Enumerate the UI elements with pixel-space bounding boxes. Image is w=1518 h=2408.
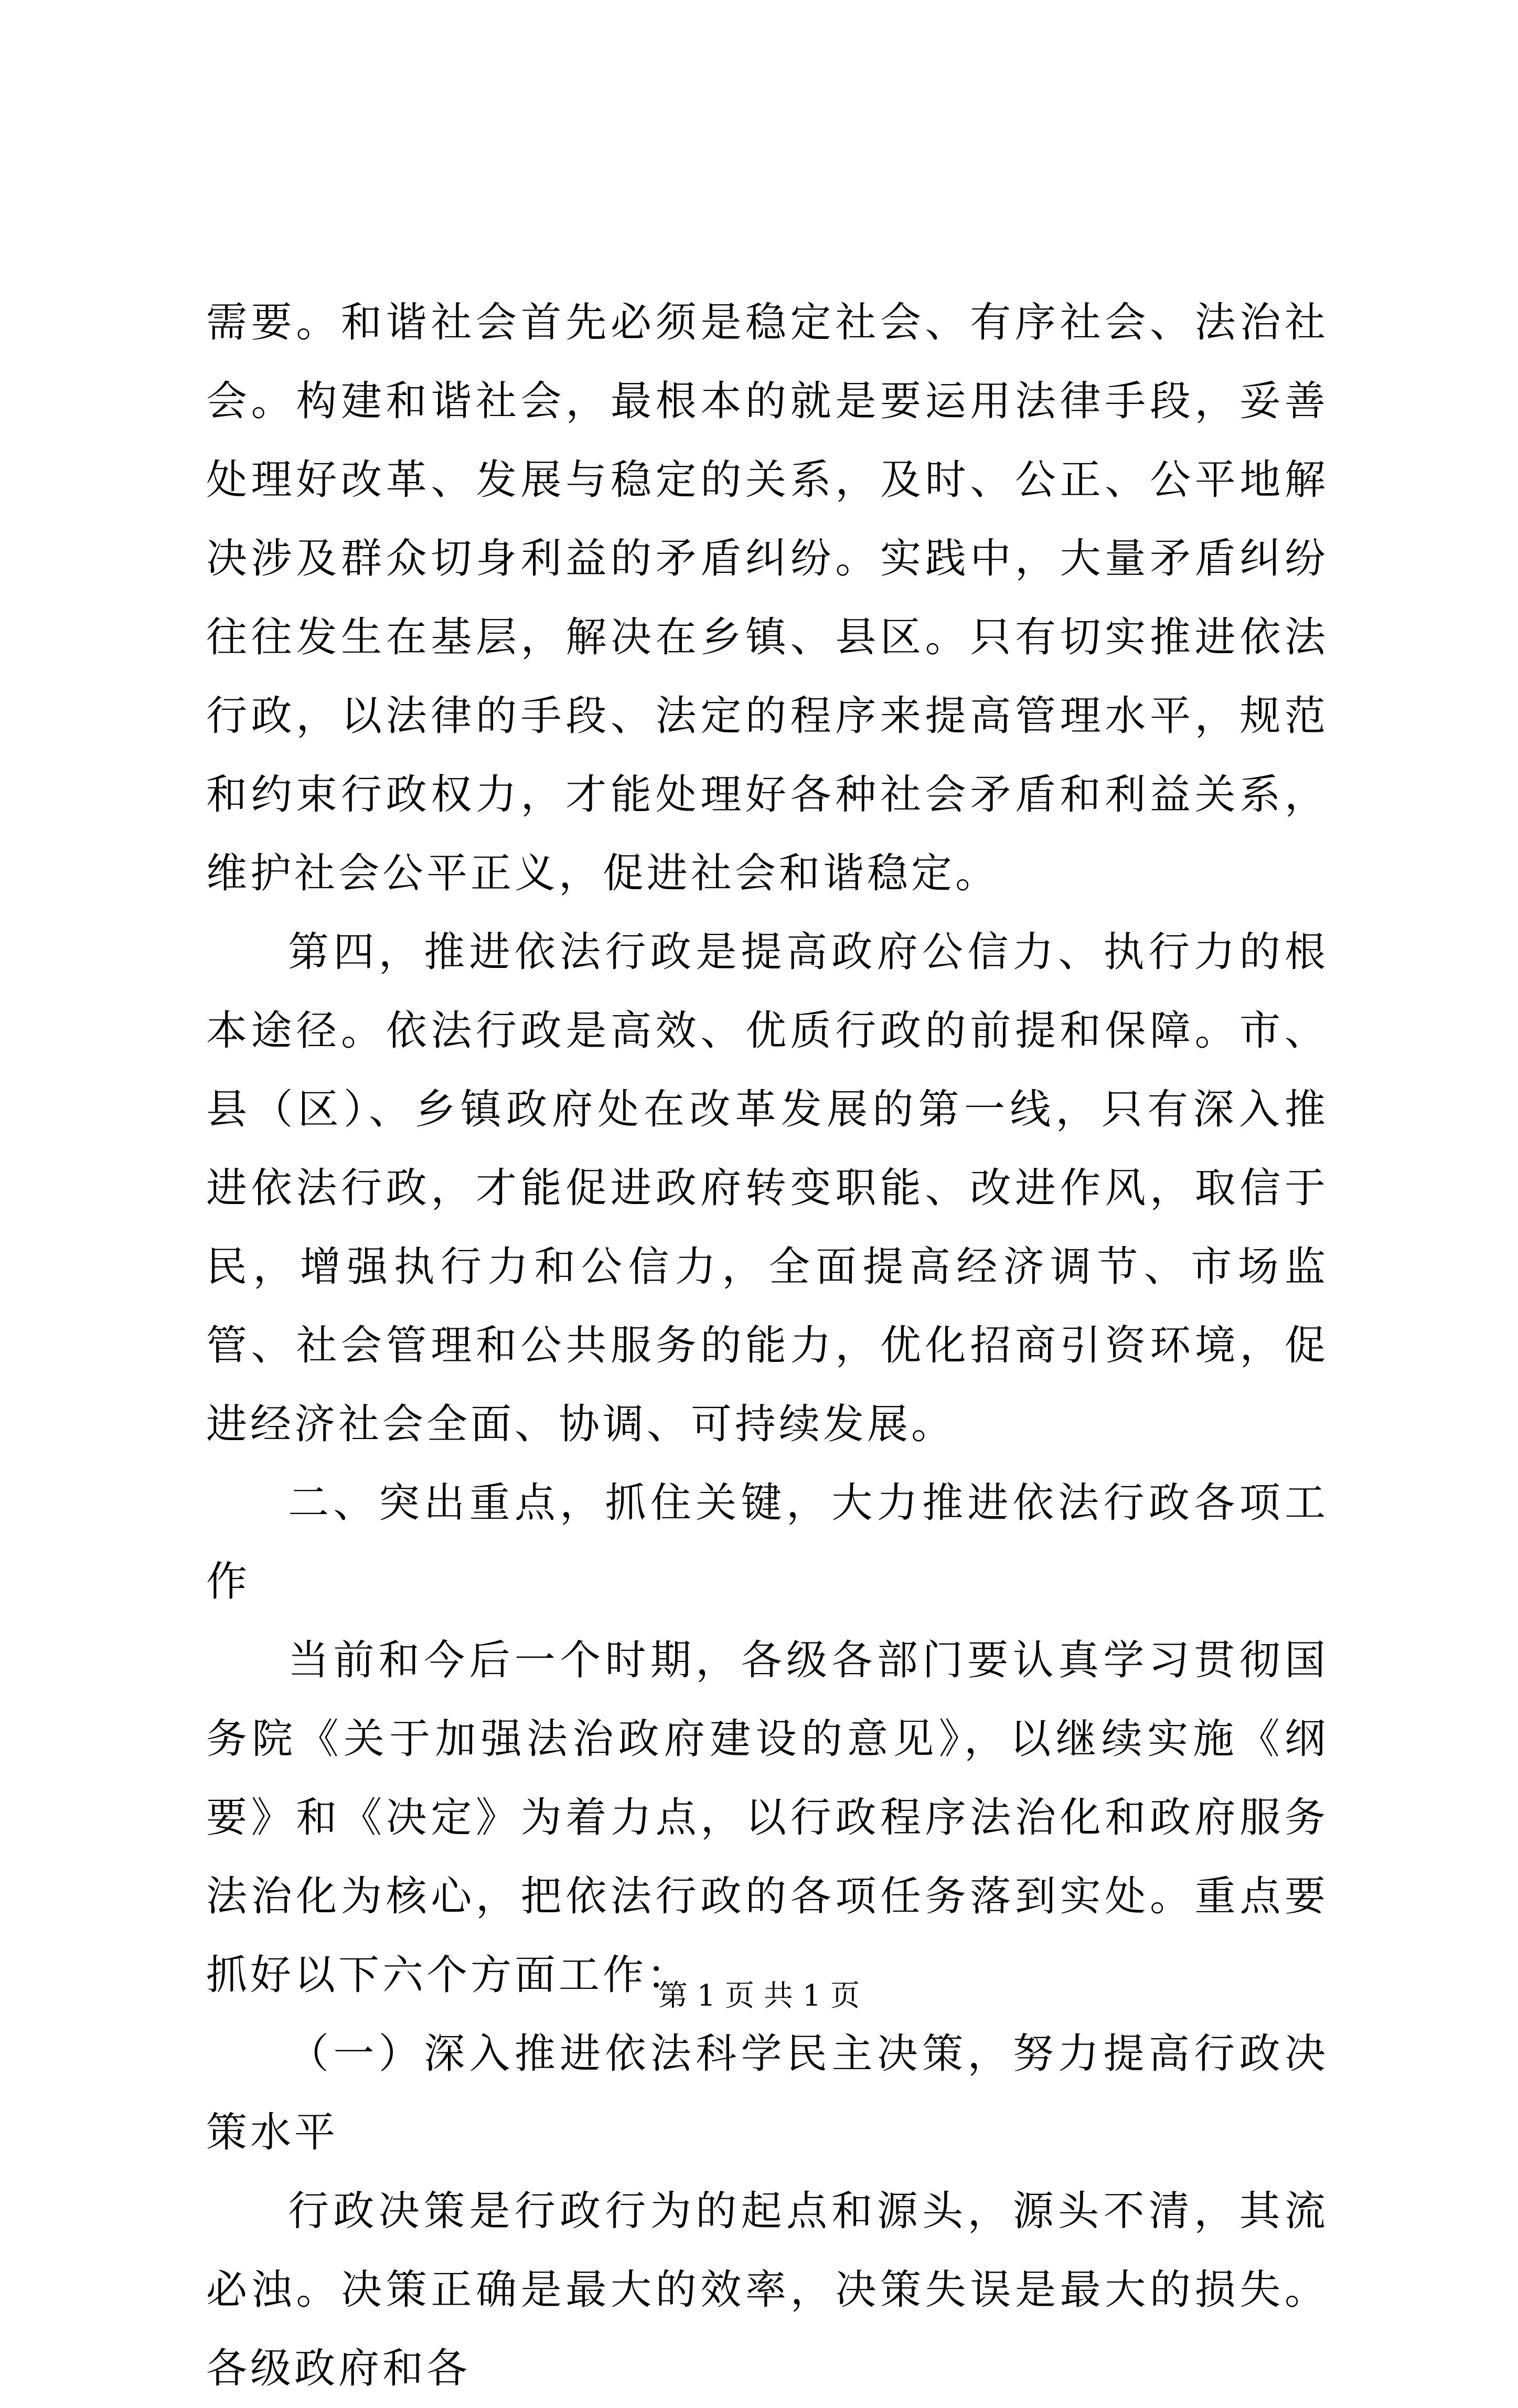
page-footer: 第 1 页 共 1 页 [658, 1979, 860, 2013]
paragraph-intro: 当前和今后一个时期，各级各部门要认真学习贯彻国务院《关于加强法治政府建设的意见》，以继续实施《纲要》和《决定》为着力点，以行政程序法治化和政府服务法治化为核心，把依法行政的各项任务落到实处。重点要抓好以下六个方面工作： [206, 1637, 1329, 1999]
paragraph-decision: 行政决策是行政行为的起点和源头，源头不清，其流必浊。决策正确是最大的效率，决策失误是最大的损失。各级政府和各 [206, 2188, 1329, 2392]
subsection-heading: （一）深入推进依法科学民主决策，努力提高行政决策水平 [206, 2030, 1329, 2156]
paragraph-fourth-point: 第四，推进依法行政是提高政府公信力、执行力的根本途径。依法行政是高效、优质行政的前提和保障。市、县（区）、乡镇政府处在改革发展的第一线，只有深入推进依法行政，才能促进政府转变职能、改进作风，取信于民，增强执行力和公信力，全面提高经济调节、市场监管、社会管理和公共服务的能力，优化招商引资环境，促进经济社会全面、协调、可持续发展。 [206, 929, 1329, 1448]
document-body [206, 283, 1329, 2408]
paragraph-continuation: 需要。和谐社会首先必须是稳定社会、有序社会、法治社会。构建和谐社会，最根本的就是要运用法律手段，妥善处理好改革、发展与稳定的关系，及时、公正、公平地解决涉及群众切身利益的矛盾纠纷。实践中，大量矛盾纠纷往往发生在基层，解决在乡镇、县区。只有切实推进依法行政，以法律的手段、法定的程序来提高管理水平，规范和约束行政权力，才能处理好各种社会矛盾和利益关系，维护社会公平正义，促进社会和谐稳定。 [206, 299, 1329, 897]
section-heading: 二、突出重点，抓住关键，大力推进依法行政各项工作 [206, 1479, 1329, 1605]
